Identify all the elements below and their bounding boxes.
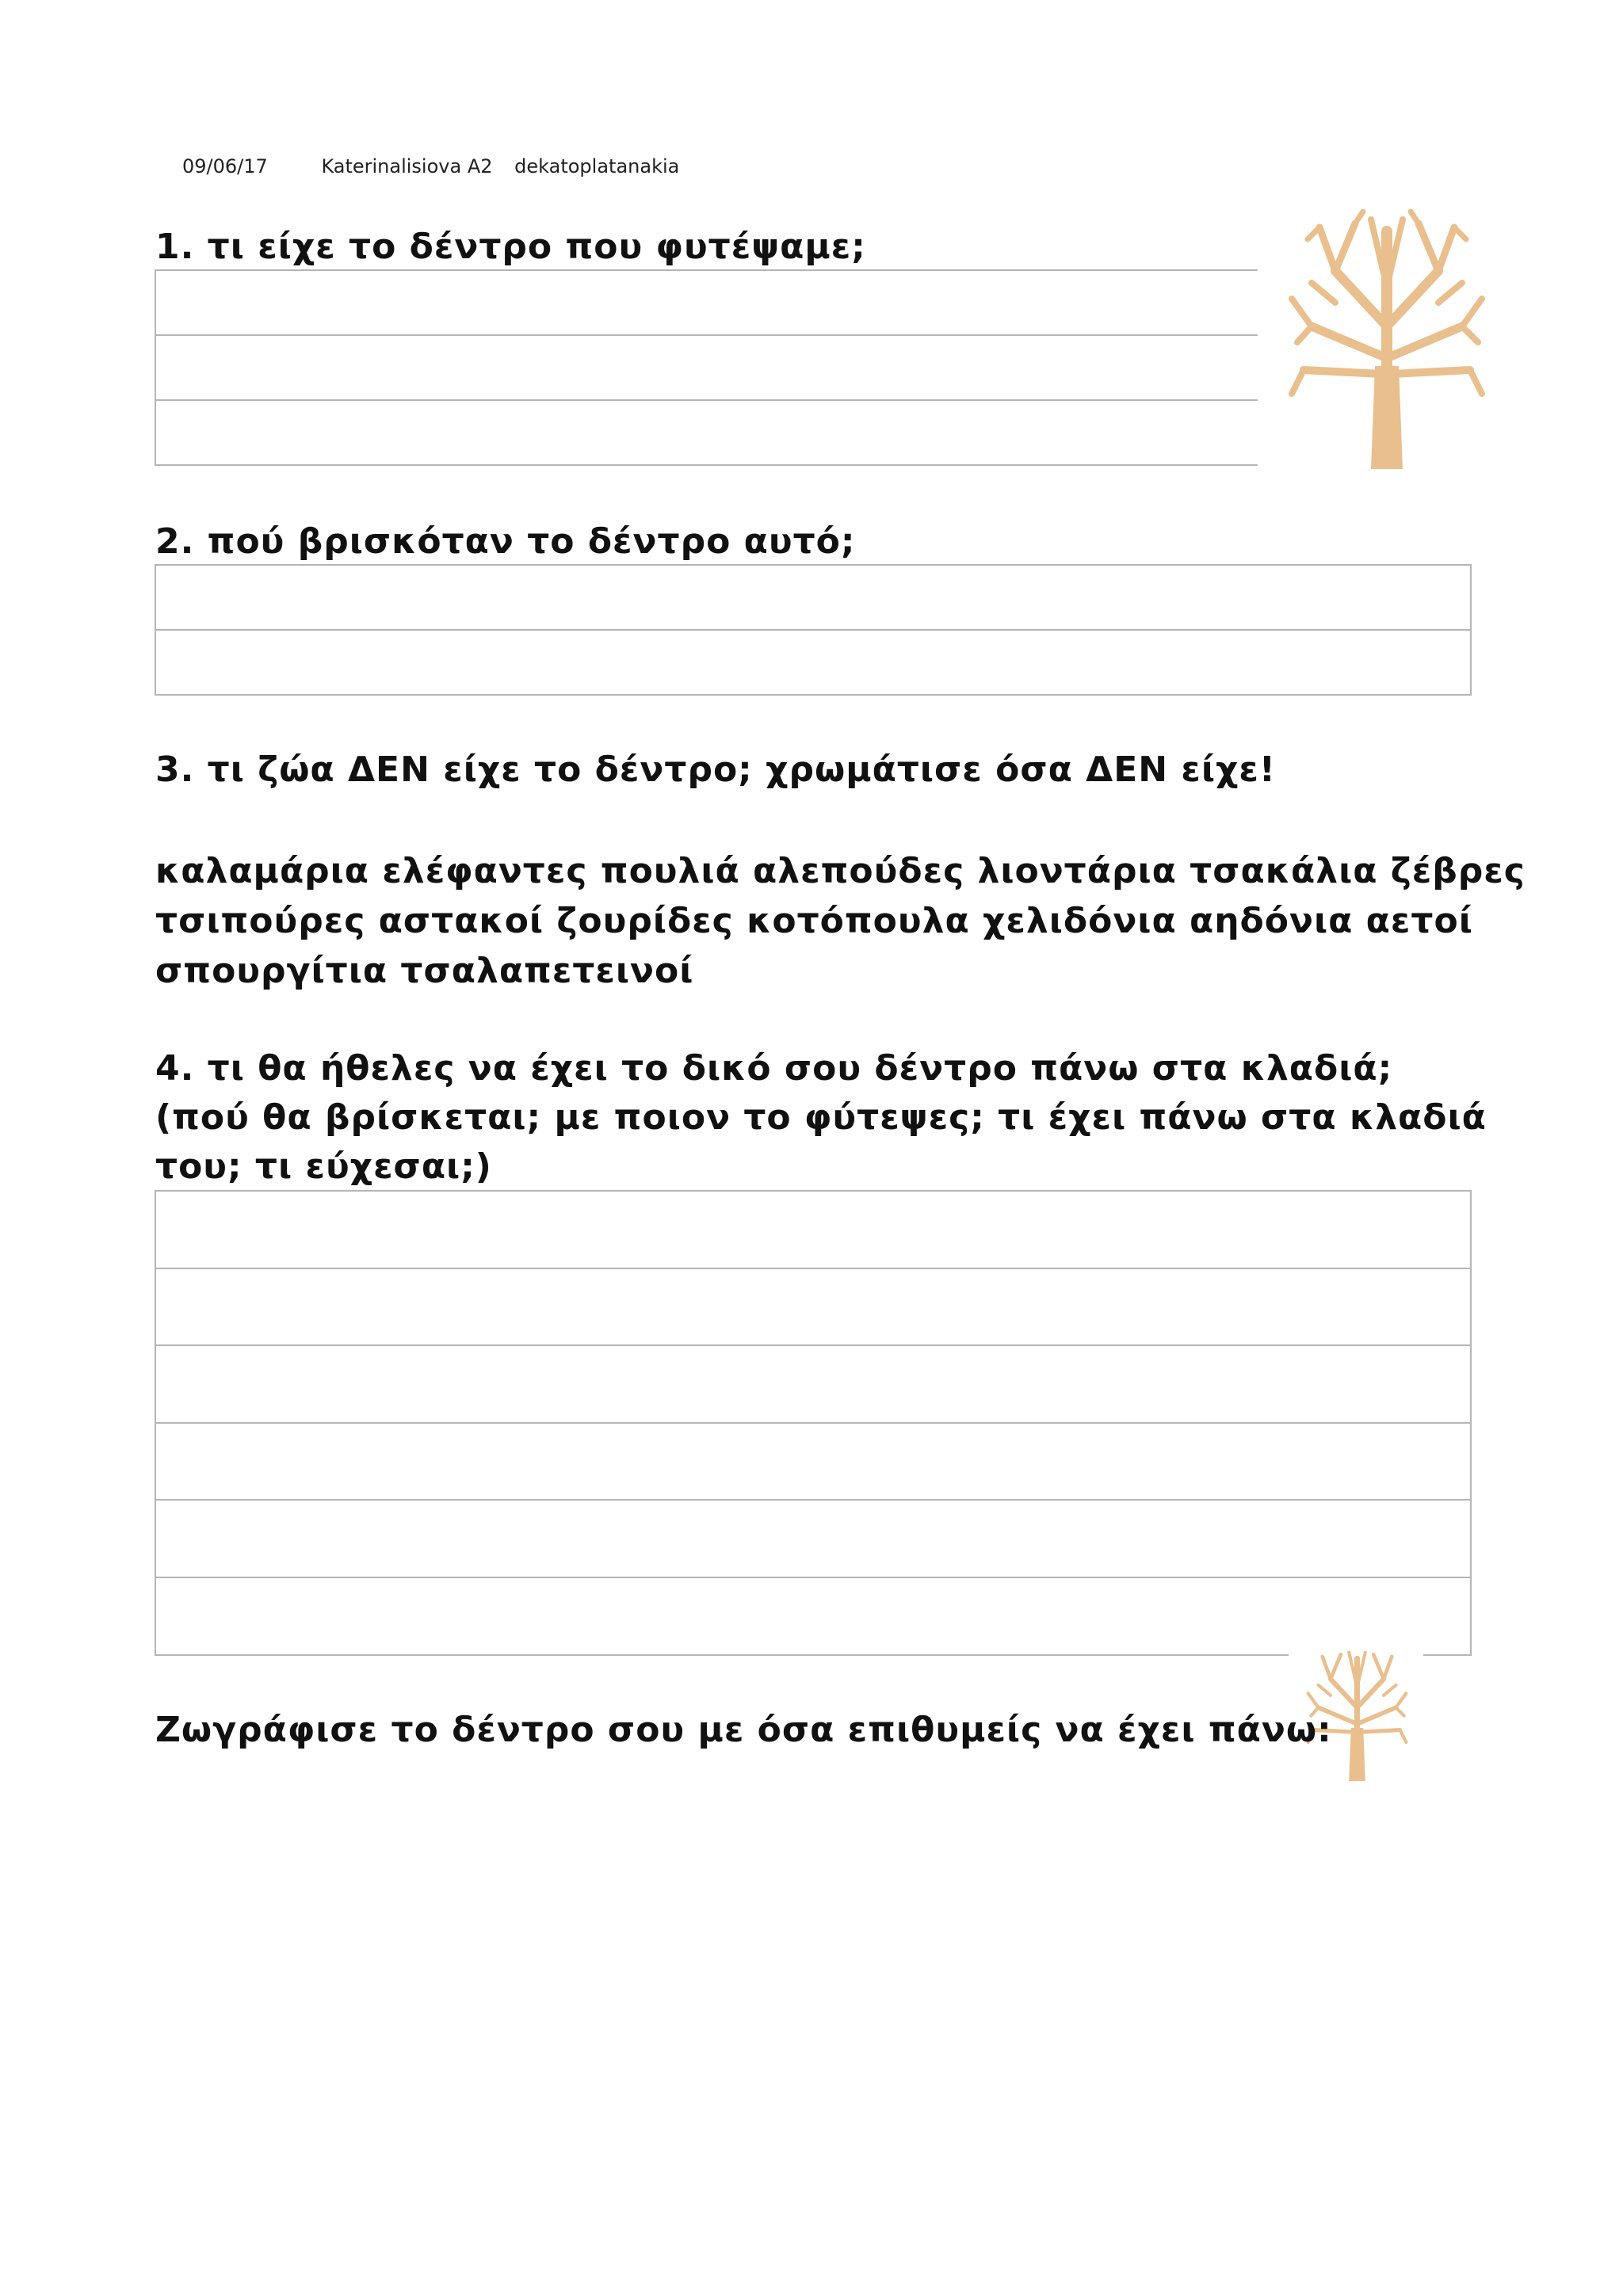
header-date: 09/06/17	[182, 155, 268, 177]
question-4-line-2: (πού θα βρίσκεται; με ποιον το φύτεψες; τι έχει πάνω στα κλαδιά	[155, 1097, 1487, 1138]
header-author: Katerinalisiova A2	[321, 155, 493, 177]
animal-line-1: καλαμάρια ελέφαντες πουλιά αλεπούδες λιοντάρια τσακάλια ζέβρες	[155, 851, 1526, 891]
answer-line[interactable]	[156, 566, 1470, 631]
question-2: 2. πού βρισκόταν το δέντρο αυτό;	[155, 521, 856, 562]
answer-line[interactable]	[156, 1269, 1470, 1346]
question-4-line-3: του; τι εύχεσαι;)	[155, 1146, 492, 1187]
worksheet-header	[182, 155, 679, 177]
animal-word-list	[155, 846, 1526, 996]
answer-line[interactable]	[156, 1424, 1470, 1501]
answer-line[interactable]	[156, 631, 1470, 696]
answer-line[interactable]	[156, 1192, 1470, 1269]
drawing-area[interactable]	[155, 1791, 1471, 2234]
answer-line[interactable]	[156, 1346, 1470, 1424]
question-3: 3. τι ζώα ΔΕΝ είχε το δέντρο; χρωμάτισε όσα ΔΕΝ είχε!	[155, 749, 1276, 790]
question-4	[155, 1044, 1487, 1192]
header-school: dekatoplatanakia	[514, 155, 680, 177]
answer-line[interactable]	[156, 336, 1258, 401]
animal-line-2: τσιπούρες αστακοί ζουρίδες κοτόπουλα χελιδόνια αηδόνια αετοί	[155, 901, 1473, 941]
answer-line[interactable]	[156, 271, 1258, 336]
answer-line[interactable]	[156, 1578, 1470, 1656]
answer-line[interactable]	[156, 1501, 1470, 1578]
answer-box-2[interactable]	[155, 564, 1472, 696]
question-4-line-1: 4. τι θα ήθελες να έχει το δικό σου δέντρο πάνω στα κλαδιά;	[155, 1048, 1393, 1089]
answer-line[interactable]	[156, 401, 1258, 466]
tree-icon	[1288, 208, 1486, 469]
animal-line-3: σπουργίτια τσαλαπετεινοί	[155, 951, 694, 991]
drawing-prompt: Ζωγράφισε το δέντρο σου με όσα επιθυμείς να έχει πάνω:	[155, 1710, 1332, 1750]
question-1: 1. τι είχε το δέντρο που φυτέψαμε;	[155, 227, 866, 267]
answer-box-1[interactable]	[155, 269, 1258, 466]
answer-box-4[interactable]	[155, 1190, 1472, 1656]
